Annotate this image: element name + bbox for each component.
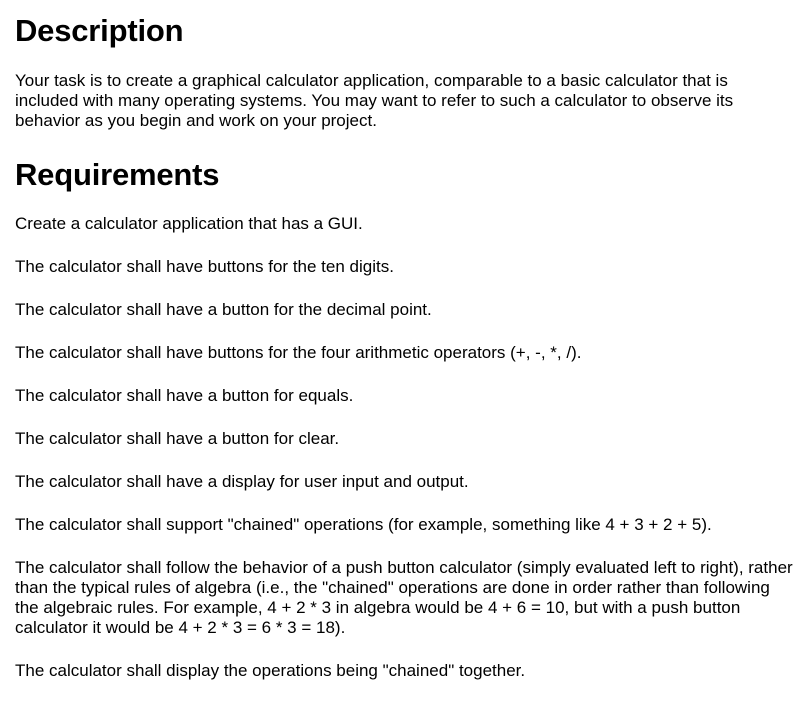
requirement-item: The calculator shall display the operations being "chained" together. [15, 661, 526, 680]
requirement-item: The calculator shall follow the behavior of a push button calculator (simply evaluated left to right), rather than the typical rules of algebra (i.e., the "chained" operations are done in order rather than following the algebraic rules. For example, 4 + 2 * 3 in algebra would be 4 + 6 = 10, but with a push button calculator it would be 4 + 2 * 3 = 6 * 3 = 18). [15, 558, 793, 637]
requirements-list [15, 214, 795, 704]
requirements-heading: Requirements [15, 157, 220, 192]
requirement-item: The calculator shall have buttons for the ten digits. [15, 257, 394, 276]
requirement-item: The calculator shall have a button for equals. [15, 386, 354, 405]
requirement-item: Create a calculator application that has a GUI. [15, 214, 363, 233]
requirement-item: The calculator shall support "chained" operations (for example, something like 4 + 3 + 2 + 5). [15, 515, 712, 534]
description-heading: Description [15, 13, 184, 48]
requirement-item: The calculator shall have a display for user input and output. [15, 472, 469, 491]
requirement-item: The calculator shall have a button for clear. [15, 429, 340, 448]
requirement-item: The calculator shall have a button for the decimal point. [15, 300, 432, 319]
requirement-item: The calculator shall have buttons for the four arithmetic operators (+, -, *, /). [15, 343, 582, 362]
description-paragraph: Your task is to create a graphical calculator application, comparable to a basic calculator that is included with many operating systems. You may want to refer to such a calculator to observe its behavior as you begin and work on your project. [15, 71, 734, 130]
